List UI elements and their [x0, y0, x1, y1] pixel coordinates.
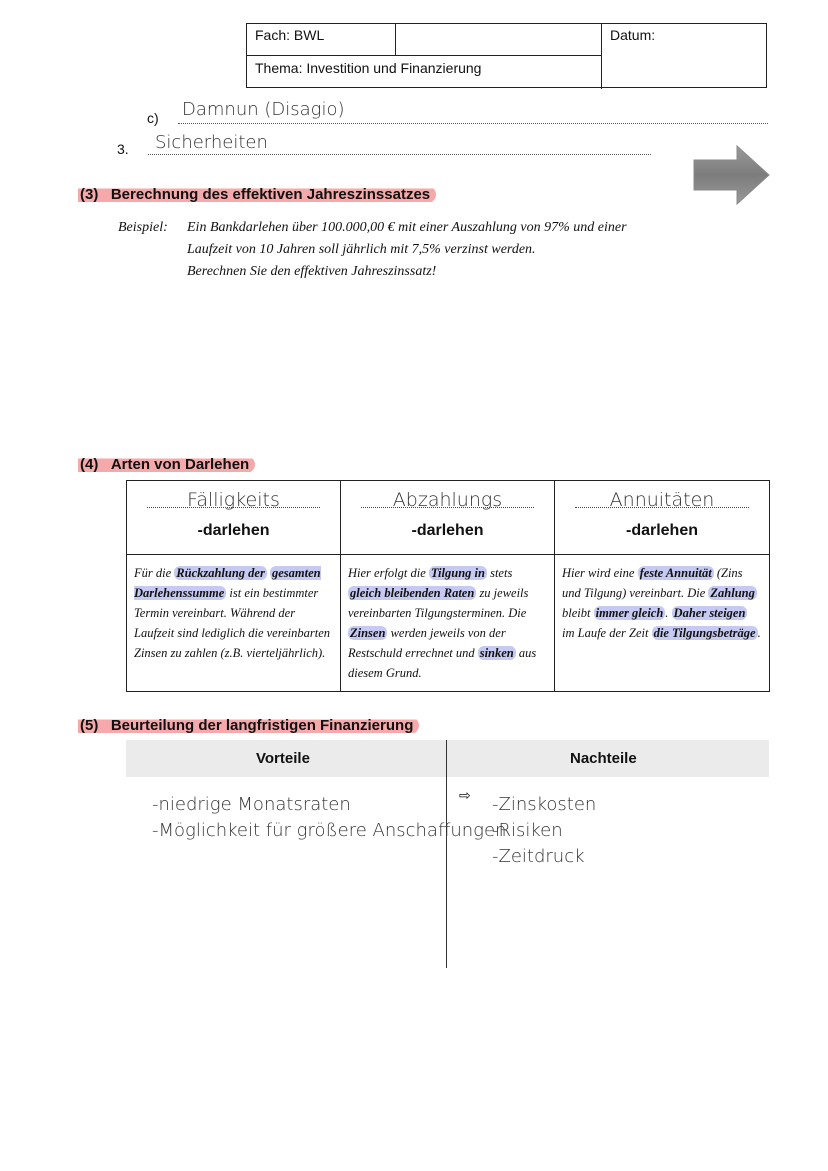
section-5-heading [78, 717, 419, 735]
list-item: -niedrige Monatsraten [152, 794, 351, 815]
section-4-heading [78, 456, 255, 474]
darlehen-description [341, 555, 554, 691]
text-run: ist ein bestimmter Termin vereinbart. Während der Laufzeit sind lediglich die vereinbarten Zinsen zu zahlen (z.B. vierteljährlich). [134, 586, 331, 660]
text-run: (Zins und Tilgung) vereinbart. Die [562, 566, 743, 600]
highlight: Daher steigen [673, 606, 746, 620]
darlehen-header-cell [127, 481, 341, 555]
darlehen-body-cell [127, 555, 341, 692]
nachteile-list [492, 792, 596, 870]
darlehen-body-cell [341, 555, 555, 692]
darlehen-header-cell [341, 481, 555, 555]
next-arrow-icon [693, 144, 771, 206]
list-item: -Risiken [492, 820, 563, 841]
section-5-title: (5) Beurteilung der langfristigen Finanzierung [78, 717, 419, 734]
highlight: Zahlung [710, 586, 755, 600]
item-3-text: Sicherheiten [155, 132, 268, 153]
header-divider [395, 24, 396, 56]
text-run: . [665, 606, 672, 620]
list-item: -Zinskosten [492, 794, 597, 815]
highlight: immer gleich [595, 606, 664, 620]
highlight: sinken [479, 646, 514, 660]
vorteile-list [152, 792, 506, 844]
beispiel-line: Ein Bankdarlehen über 100.000,00 € mit einer Auszahlung von 97% und einer [187, 220, 627, 235]
beispiel-label: Beispiel: [118, 220, 168, 235]
header-divider [247, 55, 602, 56]
darlehen-title: Annuitäten [609, 489, 715, 511]
item-c-label: c) [147, 110, 159, 126]
vorteile-nachteile-header [126, 740, 769, 777]
darlehen-title: Fälligkeits [187, 489, 280, 511]
arrow-icon: ⇨ [459, 787, 471, 803]
text-run: stets [486, 566, 513, 580]
darlehen-description [555, 555, 769, 691]
darlehen-suffix: -darlehen [197, 522, 270, 539]
text-run: werden jeweils von der Restschuld errechnet und [348, 626, 506, 660]
darlehen-header-cell [555, 481, 770, 555]
item-c-text: Damnun (Disagio) [182, 99, 345, 120]
topic-label: Thema: Investition und Finanzierung [255, 60, 482, 76]
highlight: Rückzahlung der [176, 566, 265, 580]
section-3-title: (3) Berechnung des effektiven Jahreszinssatzes [78, 186, 436, 203]
section-4-title: (4) Arten von Darlehen [78, 456, 255, 473]
text-run: Hier erfolgt die [348, 566, 429, 580]
text-run: zu jeweils vereinbarten Tilgungsterminen. Die [348, 586, 529, 620]
text-run: . [757, 626, 761, 640]
highlight: Zinsen [350, 626, 386, 640]
highlight: die Tilgungsbeträge [653, 626, 756, 640]
text-run: Für die [134, 566, 175, 580]
darlehen-body-cell [555, 555, 770, 692]
text-run: im Laufe der Zeit [562, 626, 652, 640]
beispiel-line: Laufzeit von 10 Jahren soll jährlich mit 7,5% verzinst werden. [187, 242, 536, 257]
beispiel-text [187, 217, 707, 283]
subject-label: Fach: BWL [255, 27, 325, 43]
date-label: Datum: [610, 27, 656, 43]
text-run: aus diesem Grund. [348, 646, 537, 680]
darlehen-description [127, 555, 340, 691]
highlight: gesamten Darlehenssumme [134, 566, 321, 600]
nachteile-label: Nachteile [570, 750, 637, 767]
header-box [246, 23, 767, 88]
highlight: feste Annuität [639, 566, 712, 580]
vorteile-label: Vorteile [256, 750, 310, 767]
highlight: Tilgung in [430, 566, 485, 580]
text-run: bleibt [562, 606, 594, 620]
column-divider [446, 740, 447, 968]
beispiel-line: Berechnen Sie den effektiven Jahreszinssatz! [187, 264, 437, 279]
list-item: -Zeitdruck [492, 846, 585, 867]
highlight: gleich bleibenden Raten [350, 586, 475, 600]
darlehen-table [126, 480, 770, 692]
darlehen-suffix: -darlehen [411, 522, 484, 539]
darlehen-title: Abzahlungs [392, 489, 503, 511]
item-3-label: 3. [117, 141, 129, 157]
darlehen-suffix: -darlehen [625, 522, 698, 539]
text-run: Hier wird eine [562, 566, 638, 580]
section-3-heading [78, 186, 436, 204]
list-item: -Möglichkeit für größere Anschaffungen [152, 820, 507, 841]
